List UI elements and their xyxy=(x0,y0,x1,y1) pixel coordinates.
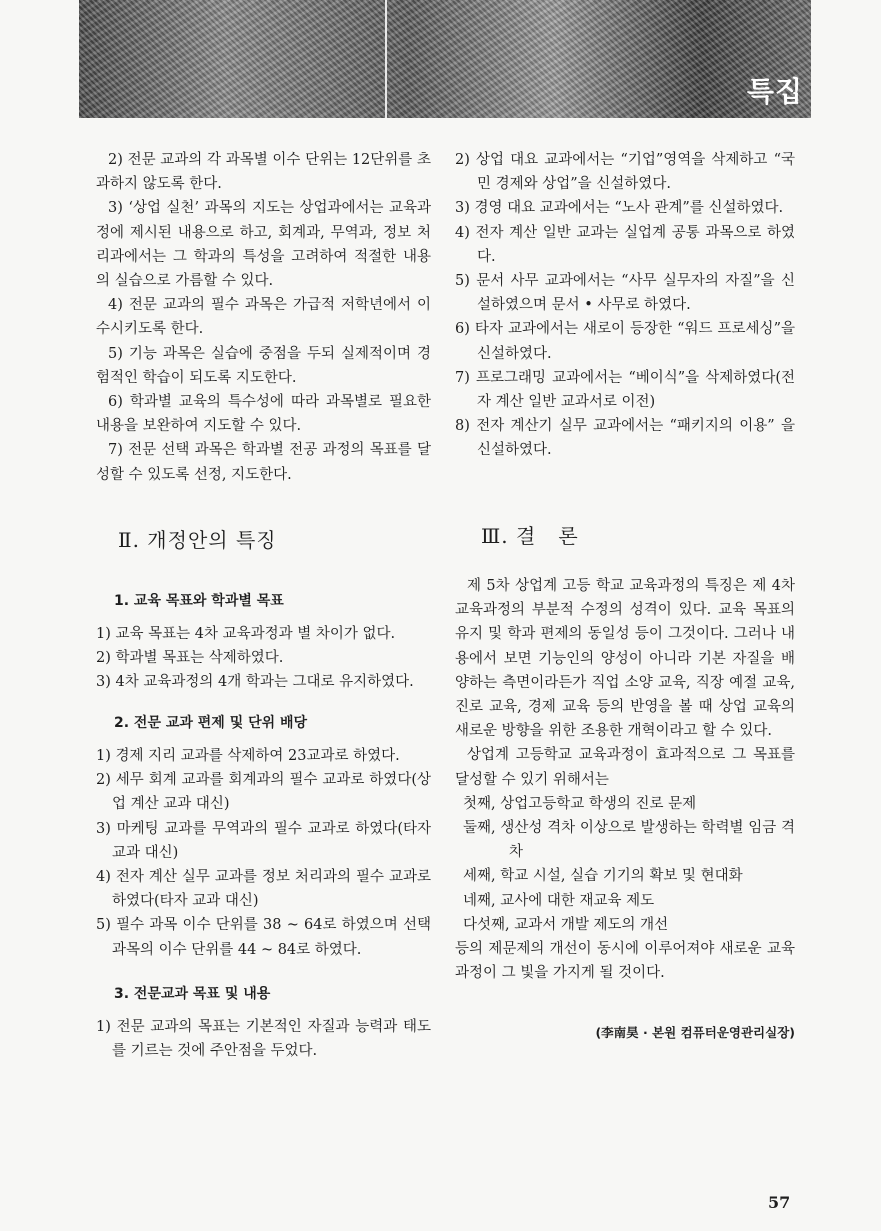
list-item: 2) 상업 대요 교과에서는 “기업”영역을 삭제하고 “국민 경제와 상업”을 신설하였다. xyxy=(455,152,795,193)
conclusion-paragraph: 상업계 고등학교 교육과정이 효과적으로 그 목표를 달성할 수 있기 위해서는 xyxy=(455,747,795,788)
list-item: 첫째, 상업고등학교 학생의 진로 문제 xyxy=(463,795,697,812)
header-banner xyxy=(79,0,811,118)
list-item: 2) 전문 교과의 각 과목별 이수 단위는 12단위를 초과하지 않도록 한다. xyxy=(96,152,431,193)
banner-divider xyxy=(385,0,387,118)
issues-list xyxy=(455,792,795,937)
list-item: 3) 4차 교육과정의 4개 학과는 그대로 유지하였다. xyxy=(96,674,414,691)
list-item: 1) 전문 교과의 목표는 기본적인 자질과 능력과 태도를 기르는 것에 주안점을 두었다. xyxy=(96,1019,431,1060)
conclusion-paragraph: 제 5차 상업계 고등 학교 교육과정의 특징은 제 4차 교육과정의 부분적 수정의 성격이 있다. 교육 목표의 유지 및 학과 편제의 동일성 등이 그것이다. 그러나 내용에서 보면 기능인의 양성이 아니라 기본 자질을 배양하는 측면이라든가 직업 소양 교육, 직장 예절 교육, 진로 교육, 경제 교육 등의 반영을 볼 때 상업 교육의 새로운 방향을 위한 조용한 개혁이라고 할 수 있다. xyxy=(455,578,795,740)
subsection-2-title: 2. 전문 교과 편제 및 단위 배당 xyxy=(114,715,308,731)
list-item: 3) 마케팅 교과를 무역과의 필수 교과로 하였다(타자 교과 대신) xyxy=(96,820,431,861)
intro-list xyxy=(96,148,431,487)
subsection-1-list xyxy=(96,622,431,695)
list-item: 5) 필수 과목 이수 단위를 38 ~ 64로 하였으며 선택 과목의 이수 단위를 44 ~ 84로 하였다. xyxy=(96,917,431,958)
subsection-1-title: 1. 교육 목표와 학과별 목표 xyxy=(114,593,284,609)
list-item: 다섯째, 교과서 개발 제도의 개선 xyxy=(463,916,669,933)
conclusion-body xyxy=(455,574,795,985)
list-item: 4) 전자 계산 실무 교과를 정보 처리과의 필수 교과로 하였다(타자 교과 대신) xyxy=(96,869,431,910)
list-item: 둘째, 생산성 격차 이상으로 발생하는 학력별 임금 격차 xyxy=(463,820,795,861)
list-item: 3) ‘상업 실천’ 과목의 지도는 상업과에서는 교육과정에 제시된 내용으로 하고, 회계과, 무역과, 정보 처리과에서는 그 학과의 특성을 고려하여 적절한 내용의 실습으로 가름할 수 있다. xyxy=(96,200,431,290)
list-item: 2) 학과별 목표는 삭제하였다. xyxy=(96,650,284,667)
list-item: 4) 전자 계산 일반 교과는 실업계 공통 과목으로 하였다. xyxy=(455,224,795,265)
list-item: 7) 프로그래밍 교과에서는 “베이식”을 삭제하였다(전자 계산 일반 교과서로 이전) xyxy=(455,369,795,411)
list-item: 1) 교육 목표는 4차 교육과정과 별 차이가 없다. xyxy=(96,626,396,642)
list-item: 5) 문서 사무 교과에서는 “사무 실무자의 자질”을 신설하였으며 문서 • 사무로 하였다. xyxy=(455,273,795,314)
changes-list xyxy=(455,148,795,463)
author-signature: (李南昊 · 본원 컴퓨터운영관리실장) xyxy=(595,1025,795,1040)
list-item: 네째, 교사에 대한 재교육 제도 xyxy=(463,892,655,909)
subsection-3-title: 3. 전문교과 목표 및 내용 xyxy=(114,986,271,1002)
conclusion-paragraph: 등의 제문제의 개선이 동시에 이루어져야 새로운 교육과정이 그 빛을 가지게 될 것이다. xyxy=(455,941,795,982)
list-item: 세째, 학교 시설, 실습 기기의 확보 및 현대화 xyxy=(463,868,743,885)
section-3-title: Ⅲ. 결 론 xyxy=(481,524,579,548)
section-tag: 특집 xyxy=(746,75,803,108)
list-item: 6) 학과별 교육의 특수성에 따라 과목별로 필요한 내용을 보완하여 지도할 수 있다. xyxy=(96,394,431,435)
list-item: 5) 기능 과목은 실습에 중점을 두되 실제적이며 경험적인 학습이 되도록 지도한다. xyxy=(96,345,431,386)
section-2-title: Ⅱ. 개정안의 특징 xyxy=(118,528,277,552)
list-item: 8) 전자 계산기 실무 교과에서는 “패키지의 이용” 을 신설하였다. xyxy=(455,418,795,459)
list-item: 4) 전문 교과의 필수 과목은 가급적 저학년에서 이수시키도록 한다. xyxy=(96,297,431,338)
list-item: 7) 전문 선택 과목은 학과별 전공 과정의 목표를 달성할 수 있도록 선정, 지도한다. xyxy=(96,442,431,483)
list-item: 3) 경영 대요 교과에서는 “노사 관계”를 신설하였다. xyxy=(455,200,784,217)
list-item: 1) 경제 지리 교과를 삭제하여 23교과로 하였다. xyxy=(96,748,400,764)
list-item: 2) 세무 회계 교과를 회계과의 필수 교과로 하였다(상업 계산 교과 대신) xyxy=(96,772,431,813)
list-item: 6) 타자 교과에서는 새로이 등장한 “워드 프로세싱”을 신설하였다. xyxy=(455,321,795,362)
subsection-3-list xyxy=(96,1015,431,1063)
page-number: 57 xyxy=(768,1193,791,1212)
subsection-2-list xyxy=(96,744,431,962)
